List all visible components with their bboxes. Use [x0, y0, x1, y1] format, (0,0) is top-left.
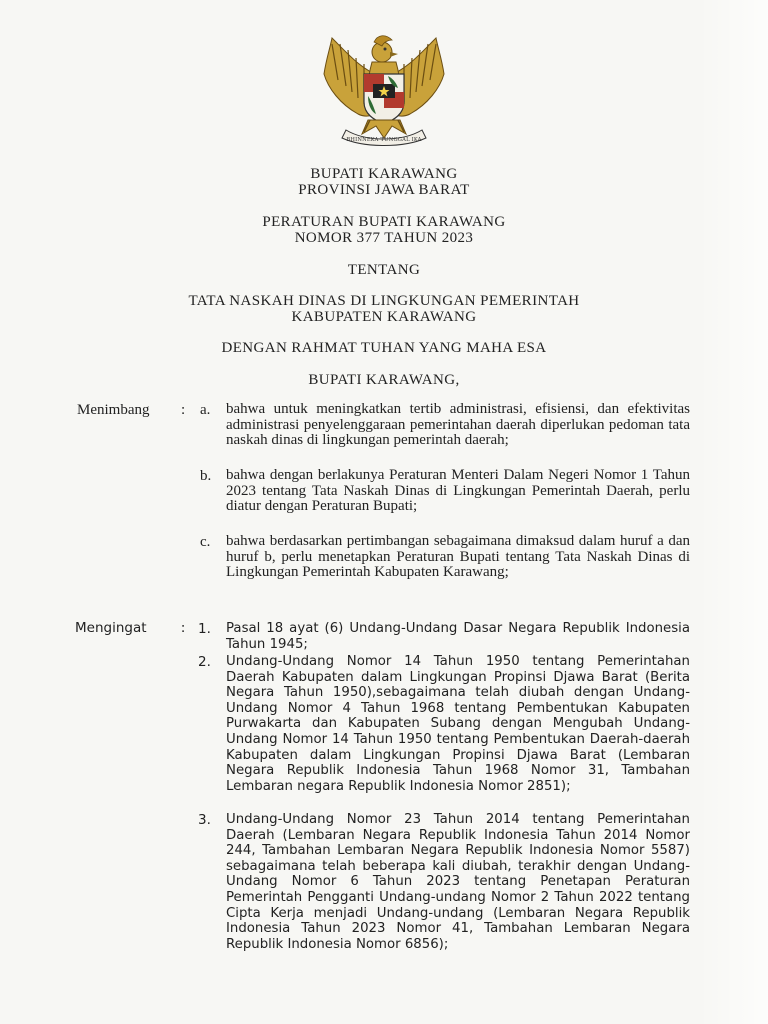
svg-text:BHINNEKA TUNGGAL IKA: BHINNEKA TUNGGAL IKA [346, 137, 422, 143]
regent-title: BUPATI KARAWANG [310, 166, 458, 182]
menimbang-label: Menimbang [77, 402, 150, 418]
menimbang-item-c: bahwa berdasarkan pertimbangan sebagaimana dimaksud dalam huruf a dan huruf b, perlu menetapkan Peraturan Bupati tentang Tata Naskah Dinas di Lingkungan Pemerintah Kabupaten Karawang; [226, 533, 690, 581]
subject-line-1: TATA NASKAH DINAS DI LINGKUNGAN PEMERINTAH [188, 293, 580, 309]
mengingat-marker-2: 2. [198, 654, 211, 670]
mengingat-colon: : [181, 620, 186, 636]
scan-edge [698, 0, 768, 1024]
authority-line: BUPATI KARAWANG, [308, 372, 460, 388]
mengingat-item-3: Undang-Undang Nomor 23 Tahun 2014 tentang Pemerintahan Daerah (Lembaran Negara Republik Indonesia Tahun 2014 Nomor 244, Tambahan Lembaran Negara Republik Indonesia Nomor 5587) sebagaimana telah beberapa kali diubah, terakhir dengan Undang-Undang Nomor 6 Tahun 2023 tentang Penetapan Peraturan Pemerintah Pengganti Undang-undang Nomor 2 Tahun 2022 tentang Cipta Kerja menjadi Undang-undang (Lembaran Negara Republik Indonesia Tahun 2023 Nomor 41, Tambahan Lembaran Negara Republik Indonesia Nomor 6856); [226, 812, 690, 952]
regulation-title: PERATURAN BUPATI KARAWANG [262, 214, 506, 230]
menimbang-marker-a: a. [200, 402, 211, 418]
province-title: PROVINSI JAWA BARAT [298, 182, 470, 198]
mengingat-marker-1: 1. [198, 621, 211, 637]
subject-line-2: KABUPATEN KARAWANG [291, 309, 477, 325]
menimbang-item-a: bahwa untuk meningkatkan tertib administrasi, efisiensi, dan efektivitas administrasi penyelenggaraan pemerintahan daerah diperlukan pedoman tata naskah dinas di lingkungan pemerintah daerah; [226, 401, 690, 449]
mengingat-item-2: Undang-Undang Nomor 14 Tahun 1950 tentang Pemerintahan Daerah Kabupaten dalam Lingkungan Propinsi Djawa Barat (Berita Negara Tahun 1950),sebagaimana telah diubah dengan Undang-Undang Nomor 4 Tahun 1968 tentang Pembentukan Kabupaten Purwakarta dan Kabupaten Subang dengan Mengubah Undang-Undang Nomor 14 Tahun 1950 tentang Pembentukan Daerah-daerah Kabupaten dalam Lingkungan Propinsi Djawa Barat (Lembaran Negara Republik Indonesia Tahun 1968 Nomor 31, Tambahan Lembaran negara Republik Indonesia Nomor 2851); [226, 654, 690, 794]
menimbang-marker-c: c. [200, 534, 211, 550]
menimbang-item-b: bahwa dengan berlakunya Peraturan Menteri Dalam Negeri Nomor 1 Tahun 2023 tentang Tata Naskah Dinas di Lingkungan Pemerintah Daerah, perlu diatur dengan Peraturan Bupati; [226, 467, 690, 515]
mengingat-marker-3: 3. [198, 812, 211, 828]
garuda-pancasila-emblem [318, 30, 450, 148]
mengingat-label: Mengingat [75, 620, 147, 636]
about-heading: TENTANG [347, 262, 421, 278]
mengingat-item-1: Pasal 18 ayat (6) Undang-Undang Dasar Negara Republik Indonesia Tahun 1945; [226, 621, 690, 652]
blessing-line: DENGAN RAHMAT TUHAN YANG MAHA ESA [221, 340, 547, 356]
menimbang-colon: : [181, 402, 186, 418]
menimbang-marker-b: b. [200, 468, 212, 484]
regulation-number: NOMOR 377 TAHUN 2023 [294, 230, 474, 246]
